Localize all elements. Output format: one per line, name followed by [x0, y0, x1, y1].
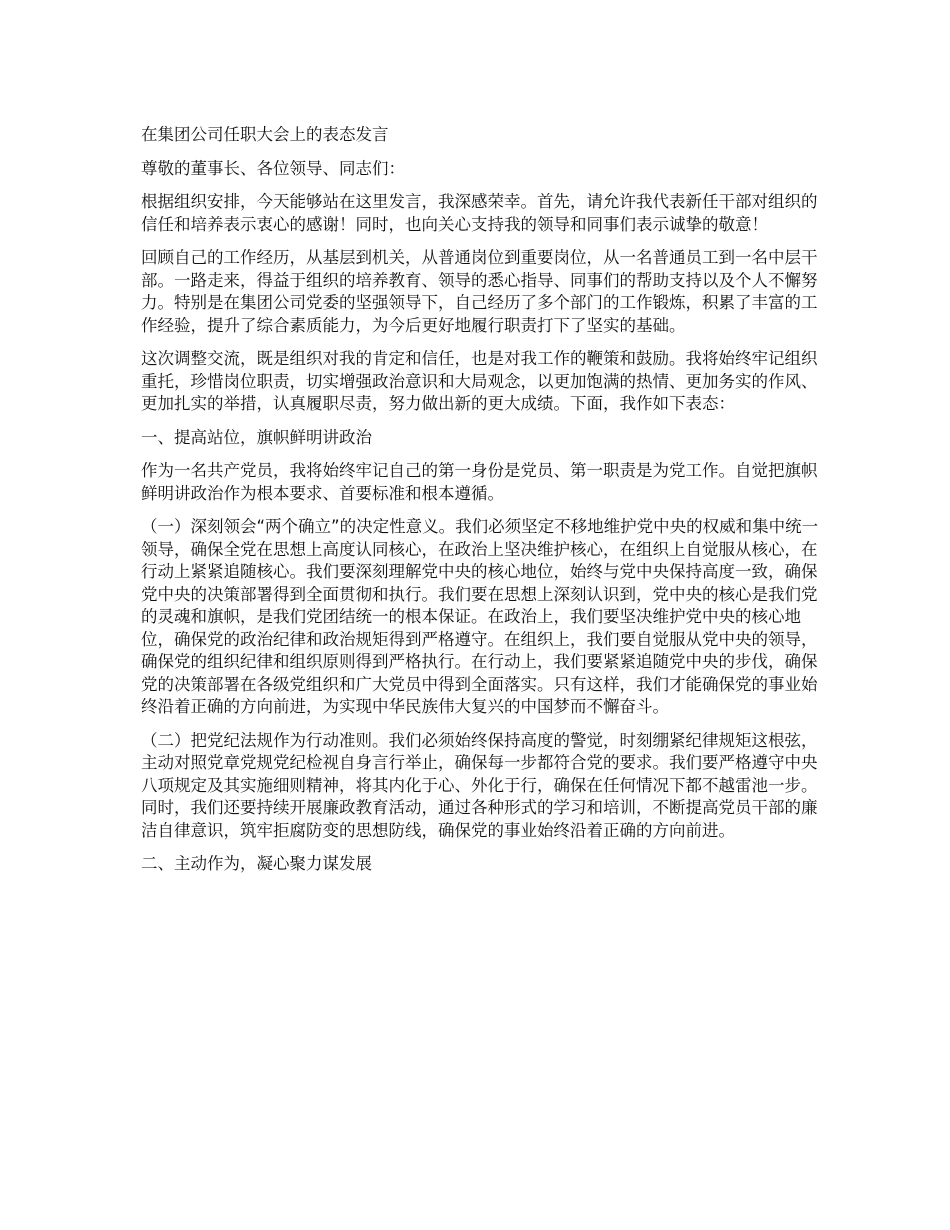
- paragraph-point-2: （二）把党纪法规作为行动准则。我们必须始终保持高度的警觉，时刻绷紧纪律规矩这根弦，主动对照党章党规党纪检视自身言行举止，确保每一步都符合党的要求。我们要严格遵守中央八项规定及其实施细则精神，将其内化于心、外化于行，确保在任何情况下都不越雷池一步。同时，我们还要持续开展廉政教育活动，通过各种形式的学习和培训，不断提高党员干部的廉洁自律意识，筑牢拒腐防变的思想防线，确保党的事业始终沿着正确的方向前进。: [141, 730, 818, 840]
- section-heading-1: 一、提高站位，旗帜鲜明讲政治: [141, 427, 372, 447]
- paragraph-party-member: 作为一名共产党员，我将始终牢记自己的第一身份是党员、第一职责是为党工作。自觉把旗帜鲜明讲政治作为根本要求、首要标准和根本遵循。: [141, 461, 818, 503]
- paragraph-experience: 回顾自己的工作经历，从基层到机关，从普通岗位到重要岗位，从一名普通员工到一名中层干部。一路走来，得益于组织的培养教育、领导的悉心指导、同事们的帮助支持以及个人不懈努力。特别是在集团公司党委的坚强领导下，自己经历了多个部门的工作锻炼，积累了丰富的工作经验，提升了综合素质能力，为今后更好地履行职责打下了坚实的基础。: [141, 248, 818, 335]
- paragraph-intro: 根据组织安排，今天能够站在这里发言，我深感荣幸。首先，请允许我代表新任干部对组织的信任和培养表示衷心的感谢！同时，也向关心支持我的领导和同事们表示诚挚的敬意！: [141, 192, 818, 234]
- document-title: 在集团公司任职大会上的表态发言: [141, 125, 389, 144]
- paragraph-commitment: 这次调整交流，既是组织对我的肯定和信任，也是对我工作的鞭策和鼓励。我将始终牢记组织重托，珍惜岗位职责，切实增强政治意识和大局观念，以更加饱满的热情、更加务实的作风、更加扎实的举措，认真履职尽责，努力做出新的更大成绩。下面，我作如下表态：: [141, 349, 818, 413]
- section-heading-2: 二、主动作为，凝心聚力谋发展: [141, 854, 372, 873]
- document-page: [141, 124, 831, 887]
- salutation: 尊敬的董事长、各位领导、同志们：: [141, 158, 405, 178]
- paragraph-point-1: （一）深刻领会“两个确立”的决定性意义。我们必须坚定不移地维护党中央的权威和集中统一领导，确保全党在思想上高度认同核心，在政治上坚决维护核心，在组织上自觉服从核心，在行动上紧紧追随核心。我们要深刻理解党中央的核心地位，始终与党中央保持高度一致，确保党中央的决策部署得到全面贯彻和执行。我们要在思想上深刻认识到，党中央的核心是我们党的灵魂和旗帜，是我们党团结统一的根本保证。在政治上，我们要坚决维护党中央的核心地位，确保党的政治纪律和政治规矩得到严格遵守。在组织上，我们要自觉服从党中央的领导，确保党的组织纪律和组织原则得到严格执行。在行动上，我们要紧紧追随党中央的步伐，确保党的决策部署在各级党组织和广大党员中得到全面落实。只有这样，我们才能确保党的事业始终沿着正确的方向前进，为实现中华民族伟大复兴的中国梦而不懈奋斗。: [141, 517, 819, 716]
